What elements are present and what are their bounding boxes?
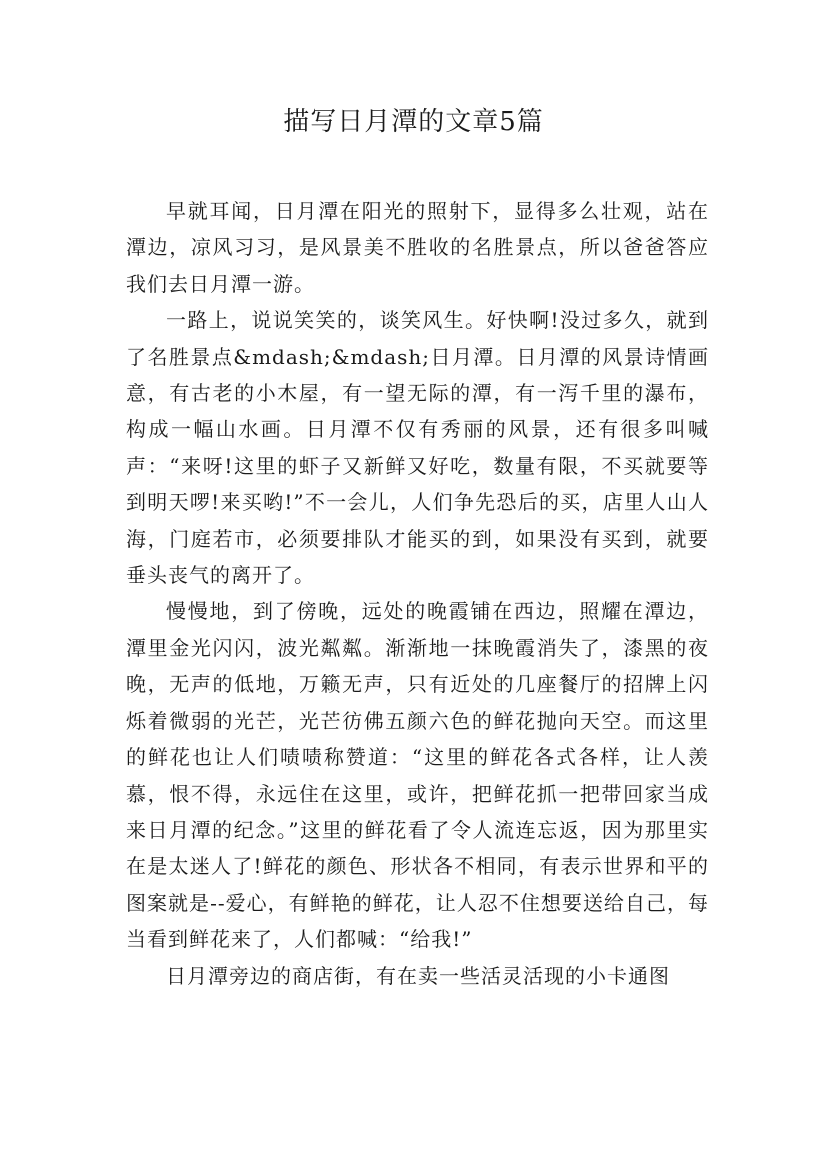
paragraph-1: 早就耳闻，日月潭在阳光的照射下，显得多么壮观，站在潭边，凉风习习，是风景美不胜收的名胜景点，所以爸爸答应我们去日月潭一游。 [126, 199, 709, 296]
paragraph-3: 慢慢地，到了傍晚，远处的晚霞铺在西边，照耀在潭边，潭里金光闪闪，波光粼粼。渐渐地一抹晚霞消失了，漆黑的夜晚，无声的低地，万籁无声，只有近处的几座餐厅的招牌上闪烁着微弱的光芒，光芒彷佛五颜六色的鲜花抛向天空。而这里的鲜花也让人们啧啧称赞道：“这里的鲜花各式各样，让人羡慕，恨不得，永远住在这里，或许，把鲜花抓一把带回家当成来日月潭的纪念。”这里的鲜花看了令人流连忘返，因为那里实在是太迷人了!鲜花的颜色、形状各不相同，有表示世界和平的图案就是--爱心，有鲜艳的鲜花，让人忍不住想要送给自己，每当看到鲜花来了，人们都喊：“给我!” [126, 599, 709, 952]
document-body [126, 193, 709, 994]
paragraph-2: 一路上，说说笑笑的，谈笑风生。好快啊!没过多久，就到了名胜景点&mdash;&mdash;日月潭。日月潭的风景诗情画意，有古老的小木屋，有一望无际的潭，有一泻千里的瀑布，构成一幅山水画。日月潭不仅有秀丽的风景，还有很多叫喊声：“来呀!这里的虾子又新鲜又好吃，数量有限，不买就要等到明天啰!来买哟!”不一会儿，人们争先恐后的买，店里人山人海，门庭若市，必须要排队才能买的到，如果没有买到，就要垂头丧气的离开了。 [126, 308, 709, 588]
document-title: 描写日月潭的文章5篇 [283, 107, 544, 137]
paragraph-4: 日月潭旁边的商店街，有在卖一些活灵活现的小卡通图 [166, 963, 670, 988]
